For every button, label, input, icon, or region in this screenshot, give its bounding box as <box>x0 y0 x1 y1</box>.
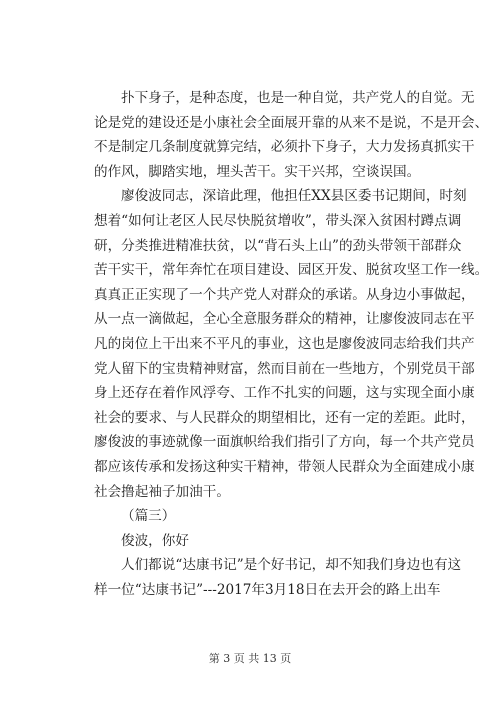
text-line: 党人留下的宝贵精神财富，然而目前在一些地方，个别党员干部 <box>94 360 475 377</box>
text-line: 不是制定几条制度就算完结，必须扑下身子，大力发扬真抓实干 <box>94 139 475 156</box>
salutation: 俊波，你好 <box>121 532 189 549</box>
text-line: 从一点一滴做起，全心全意服务群众的精神，让廖俊波同志在平 <box>94 311 475 328</box>
document-body <box>94 86 489 602</box>
section-heading: （篇三） <box>121 508 176 525</box>
text-line: 真真正正实现了一个共产党人对群众的承诺。从身边小事做起， <box>94 286 475 303</box>
text-line: 身上还存在着作风浮夸、工作不扎实的问题，这与实现全面小康 <box>94 385 475 402</box>
page-number: 第 3 页 共 13 页 <box>208 652 292 665</box>
text-line: 人们都说“达康书记”是个好书记，却不知我们身边也有这 <box>121 557 462 574</box>
text-line: 都应该传承和发扬这种实干精神，带领人民群众为全面建成小康 <box>94 458 475 475</box>
page-footer <box>0 650 500 666</box>
text-line: 苦干实干，常年奔忙在项目建设、园区开发、脱贫攻坚工作一线。 <box>94 262 489 279</box>
text-line: 想着“如何让老区人民尽快脱贫增收”，带头深入贫困村蹲点调 <box>94 212 462 229</box>
text-line: 社会的要求、与人民群众的期望相比，还有一定的差距。此时， <box>94 409 475 426</box>
text-line: 扑下身子，是种态度，也是一种自觉，共产党人的自觉。无 <box>121 90 475 106</box>
text-line: 的作风，脚踏实地，埋头苦干。实干兴邦，空谈误国。 <box>94 163 421 180</box>
text-line: 廖俊波同志，深谙此理，他担任XX县区委书记期间，时刻 <box>121 188 467 205</box>
text-line: 研，分类推进精准扶贫，以“背石头上山”的劲头带领干部群众 <box>94 237 462 254</box>
text-line: 社会撸起袖子加油干。 <box>94 483 230 500</box>
text-line: 廖俊波的事迹就像一面旗帜给我们指引了方向，每一个共产党员 <box>94 434 475 451</box>
text-line: 凡的岗位上干出来不平凡的事业，这也是廖俊波同志给我们共产 <box>94 335 475 352</box>
text-line: 样一位“达康书记”---2017年3月18日在去开会的路上出车 <box>94 581 441 598</box>
text-line: 论是党的建设还是小康社会全面展开靠的从来不是说，不是开会、 <box>94 114 489 131</box>
